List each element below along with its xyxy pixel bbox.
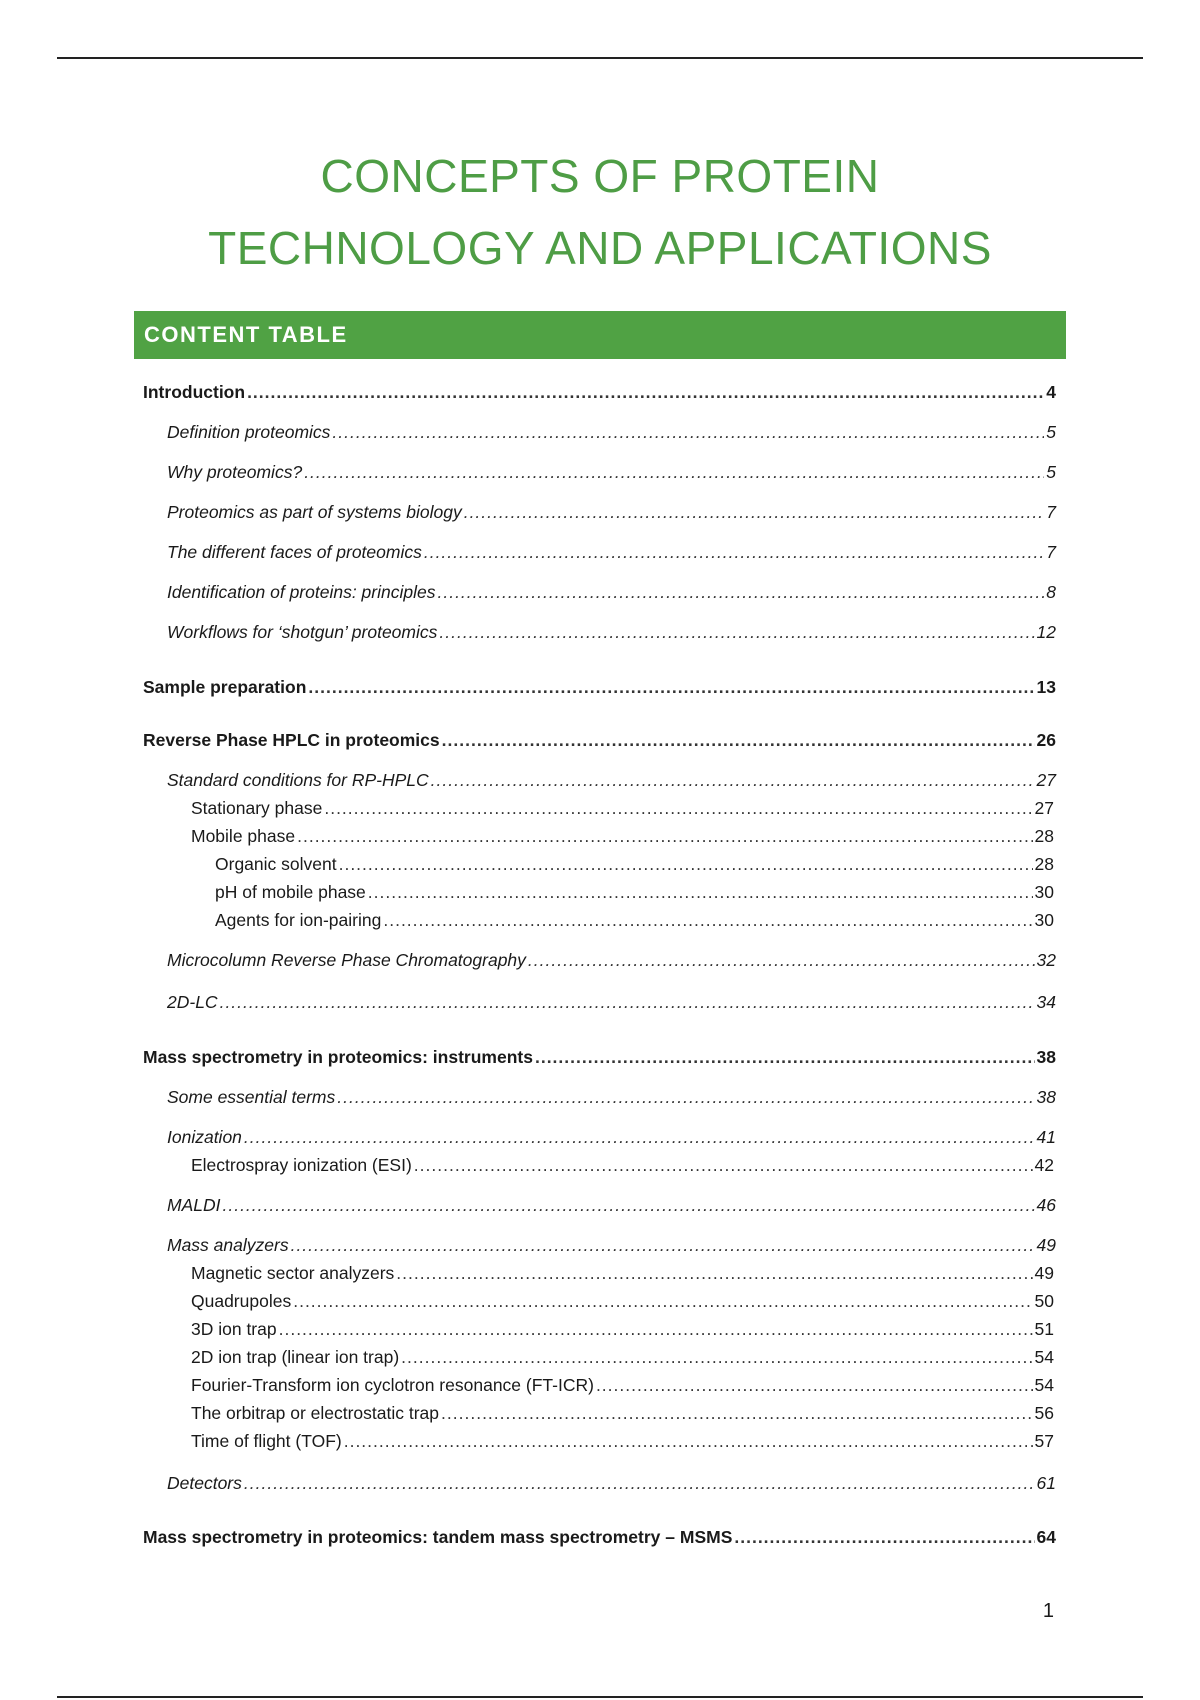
toc-entry-page: 38 (1036, 1087, 1056, 1107)
toc-entry-label: MALDI (167, 1195, 221, 1215)
toc-entry-label: Standard conditions for RP-HPLC (167, 770, 429, 790)
toc-entry-label: Organic solvent (215, 854, 337, 874)
toc-entry[interactable] (167, 462, 1056, 483)
toc-entry[interactable] (191, 826, 1054, 847)
toc-leader-dots (324, 798, 1032, 819)
toc-entry[interactable] (167, 422, 1056, 443)
toc-entry-label: 2D-LC (167, 992, 218, 1012)
toc-entry-label: Mass spectrometry in proteomics: instruments (143, 1047, 533, 1067)
toc-entry[interactable] (191, 798, 1054, 819)
toc-entry[interactable] (191, 1431, 1054, 1452)
toc-entry[interactable] (215, 882, 1054, 903)
toc-entry[interactable] (191, 1319, 1054, 1340)
toc-entry[interactable] (167, 622, 1056, 643)
toc-entry-label: Ionization (167, 1127, 242, 1147)
toc-entry-page: 8 (1046, 582, 1056, 602)
toc-entry-label: Mobile phase (191, 826, 296, 846)
toc-entry[interactable] (215, 854, 1054, 875)
toc-entry-label: Mass spectrometry in proteomics: tandem mass spectrometry – MSMS (143, 1527, 733, 1547)
toc-leader-dots (442, 730, 1035, 751)
toc-entry-page: 27 (1034, 798, 1054, 818)
page-number: 1 (1042, 1600, 1054, 1622)
toc-leader-dots (344, 1431, 1033, 1452)
content-table-banner: CONTENT TABLE (134, 311, 1066, 359)
toc-leader-dots (414, 1155, 1033, 1176)
toc-entry-label: Definition proteomics (167, 422, 331, 442)
toc-entry[interactable] (143, 1047, 1056, 1068)
toc-entry-page: 13 (1036, 677, 1056, 697)
toc-entry-page: 38 (1036, 1047, 1056, 1067)
toc-entry[interactable] (167, 1473, 1056, 1494)
toc-leader-dots (304, 462, 1044, 483)
toc-leader-dots (596, 1375, 1033, 1396)
toc-entry[interactable] (191, 1155, 1054, 1176)
toc-entry-page: 49 (1034, 1263, 1054, 1283)
toc-entry-page: 12 (1036, 622, 1056, 642)
toc-leader-dots (293, 1291, 1032, 1312)
toc-entry-label: Proteomics as part of systems biology (167, 502, 462, 522)
toc-entry-page: 28 (1034, 854, 1054, 874)
toc-entry-page: 61 (1036, 1473, 1056, 1493)
toc-leader-dots (535, 1047, 1035, 1068)
toc-entry-page: 46 (1036, 1195, 1056, 1215)
toc-entry-label: Quadrupoles (191, 1291, 292, 1311)
toc-entry[interactable] (191, 1263, 1054, 1284)
toc-entry-label: Electrospray ionization (ESI) (191, 1155, 412, 1175)
toc-entry-label: 2D ion trap (linear ion trap) (191, 1347, 400, 1367)
toc-entry-label: Microcolumn Reverse Phase Chromatography (167, 950, 526, 970)
toc-entry-label: Sample preparation (143, 677, 307, 697)
toc-entry[interactable] (167, 950, 1056, 971)
toc-entry[interactable] (167, 770, 1056, 791)
toc-entry-page: 32 (1036, 950, 1056, 970)
toc-entry[interactable] (167, 1087, 1056, 1108)
toc-leader-dots (401, 1347, 1032, 1368)
toc-entry-label: Magnetic sector analyzers (191, 1263, 395, 1283)
toc-entry-label: Stationary phase (191, 798, 323, 818)
toc-entry-label: Identification of proteins: principles (167, 582, 436, 602)
toc-entry-page: 7 (1046, 502, 1056, 522)
toc-leader-dots (332, 422, 1044, 443)
toc-entry-page: 51 (1034, 1319, 1054, 1339)
toc-entry-label: Time of flight (TOF) (191, 1431, 342, 1451)
toc-leader-dots (368, 882, 1033, 903)
toc-entry-label: The orbitrap or electrostatic trap (191, 1403, 440, 1423)
toc-entry-page: 64 (1036, 1527, 1056, 1547)
toc-entry-label: Mass analyzers (167, 1235, 289, 1255)
toc-entry-page: 26 (1036, 730, 1056, 750)
toc-leader-dots (734, 1527, 1034, 1548)
toc-entry[interactable] (191, 1347, 1054, 1368)
toc-leader-dots (528, 950, 1035, 971)
toc-entry[interactable] (143, 677, 1056, 698)
bottom-rule (57, 1696, 1143, 1698)
toc-entry-page: 30 (1034, 882, 1054, 902)
toc-entry-label: Some essential terms (167, 1087, 336, 1107)
toc-leader-dots (222, 1195, 1034, 1216)
toc-leader-dots (244, 1473, 1035, 1494)
toc-entry[interactable] (167, 992, 1056, 1013)
toc-entry-page: 42 (1034, 1155, 1054, 1175)
toc-entry-label: Fourier-Transform ion cyclotron resonance (FT-ICR) (191, 1375, 594, 1395)
toc-entry[interactable] (143, 1527, 1056, 1548)
toc-leader-dots (437, 582, 1044, 603)
toc-entry[interactable] (191, 1291, 1054, 1312)
toc-entry[interactable] (167, 1195, 1056, 1216)
toc-leader-dots (441, 1403, 1033, 1424)
toc-leader-dots (383, 910, 1032, 931)
toc-entry-page: 7 (1046, 542, 1056, 562)
toc-leader-dots (291, 1235, 1035, 1256)
toc-entry-page: 27 (1036, 770, 1056, 790)
toc-entry-page: 4 (1046, 382, 1056, 402)
toc-entry[interactable] (143, 382, 1056, 403)
toc-entry-label: Workflows for ‘shotgun’ proteomics (167, 622, 438, 642)
toc-entry-page: 54 (1034, 1347, 1054, 1367)
toc-leader-dots (279, 1319, 1033, 1340)
title-line-1: CONCEPTS OF PROTEIN (320, 150, 880, 202)
toc-entry-page: 49 (1036, 1235, 1056, 1255)
toc-entry[interactable] (167, 1127, 1056, 1148)
toc-entry-page: 41 (1036, 1127, 1056, 1147)
title-line-2: TECHNOLOGY AND APPLICATIONS (208, 222, 992, 274)
toc-entry-label: 3D ion trap (191, 1319, 277, 1339)
toc-leader-dots (431, 770, 1035, 791)
toc-entry[interactable] (191, 1403, 1054, 1424)
toc-entry-page: 5 (1046, 422, 1056, 442)
toc-entry[interactable] (167, 502, 1056, 523)
toc-entry[interactable] (215, 910, 1054, 931)
toc-entry-page: 5 (1046, 462, 1056, 482)
toc-leader-dots (396, 1263, 1032, 1284)
toc-leader-dots (464, 502, 1045, 523)
toc-entry-page: 57 (1034, 1431, 1054, 1451)
toc-leader-dots (337, 1087, 1034, 1108)
toc-entry-label: Detectors (167, 1473, 242, 1493)
toc-entry-label: Introduction (143, 382, 246, 402)
toc-leader-dots (244, 1127, 1035, 1148)
toc-entry[interactable] (167, 1235, 1056, 1256)
toc-entry-label: Reverse Phase HPLC in proteomics (143, 730, 440, 750)
toc-leader-dots (424, 542, 1044, 563)
toc-entry-page: 30 (1034, 910, 1054, 930)
toc-entry[interactable] (167, 582, 1056, 603)
toc-leader-dots (339, 854, 1033, 875)
toc-entry-page: 54 (1034, 1375, 1054, 1395)
toc-entry-page: 56 (1034, 1403, 1054, 1423)
toc-leader-dots (439, 622, 1034, 643)
toc-leader-dots (247, 382, 1044, 403)
toc-entry-page: 34 (1036, 992, 1056, 1012)
toc-entry[interactable] (167, 542, 1056, 563)
toc-leader-dots (220, 992, 1035, 1013)
toc-leader-dots (308, 677, 1034, 698)
toc-entry-page: 50 (1034, 1291, 1054, 1311)
toc-entry-page: 28 (1034, 826, 1054, 846)
toc-entry[interactable] (191, 1375, 1054, 1396)
toc-leader-dots (297, 826, 1032, 847)
toc-entry[interactable] (143, 730, 1056, 751)
toc-entry-label: Agents for ion-pairing (215, 910, 382, 930)
toc-entry-label: Why proteomics? (167, 462, 303, 482)
toc-entry-label: pH of mobile phase (215, 882, 366, 902)
toc-entry-label: The different faces of proteomics (167, 542, 422, 562)
